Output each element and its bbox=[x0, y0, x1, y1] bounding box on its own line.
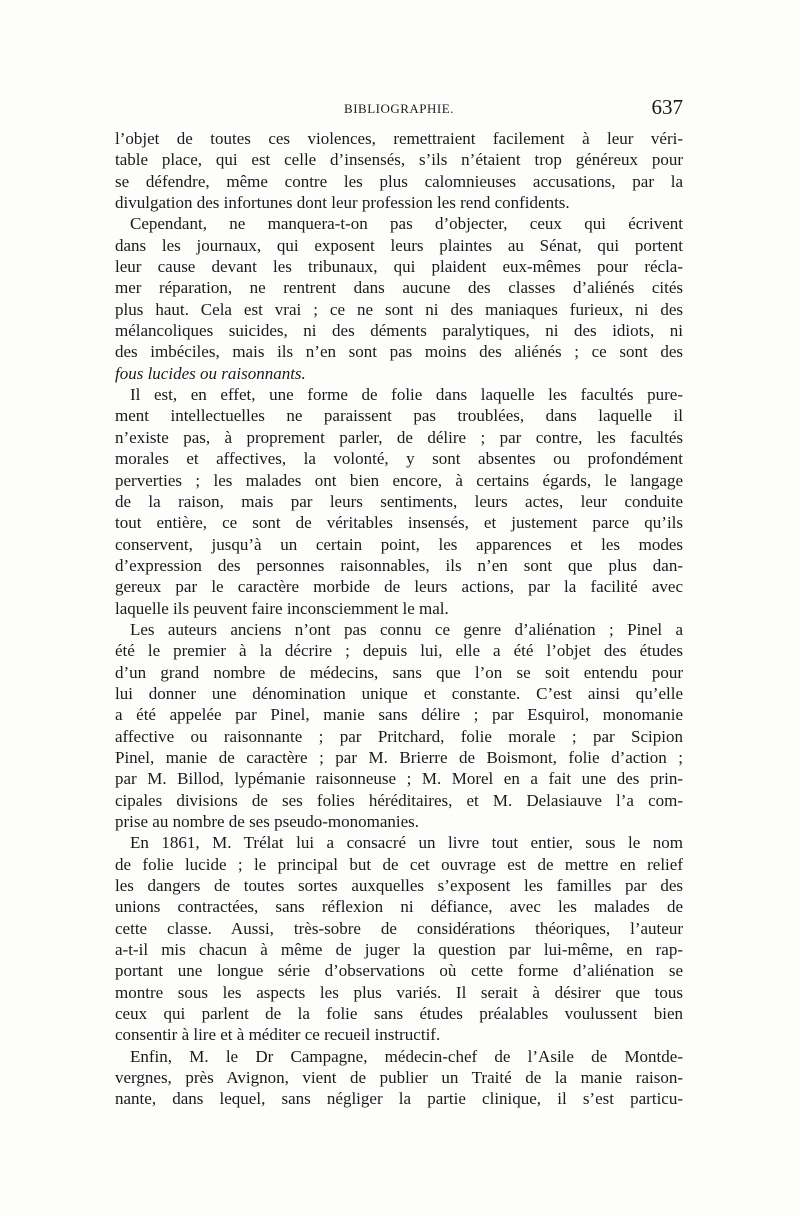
text-line: n’existe pas, à proprement parler, de délire ; par contre, les facultés bbox=[115, 427, 683, 447]
text-line: conservent, jusqu’à un certain point, les apparences et les modes bbox=[115, 534, 683, 554]
text-line: par M. Billod, lypémanie raisonneuse ; M. Morel en a fait une des prin- bbox=[115, 769, 683, 789]
text-line: morales et affectives, la volonté, y sont absentes ou profondément bbox=[115, 449, 683, 469]
text-line: mer réparation, ne rentrent dans aucune des classes d’aliénés cités bbox=[115, 278, 683, 298]
text-line: tout entière, ce sont de véritables insensés, et justement parce qu’ils bbox=[115, 513, 683, 533]
text-line: Cependant, ne manquera-t-on pas d’objecter, ceux qui écrivent bbox=[130, 214, 683, 234]
text-line: été le premier à la décrire ; depuis lui, elle a été l’objet des études bbox=[115, 641, 683, 661]
running-title: BIBLIOGRAPHIE. bbox=[344, 101, 454, 116]
text-line: divulgation des infortunes dont leur profession les rend confidents. bbox=[115, 193, 570, 213]
text-line: prise au nombre de ses pseudo-monomanies. bbox=[115, 812, 420, 831]
text-line: gereux par le caractère morbide de leurs actions, par la facilité avec bbox=[115, 577, 683, 597]
text-line: d’un grand nombre de médecins, sans que l’on se soit entendu pour bbox=[115, 662, 683, 682]
text-line: se défendre, même contre les plus calomnieuses accusations, par la bbox=[115, 171, 683, 191]
text-line: lui donner une dénomination unique et constante. C’est ainsi qu’elle bbox=[115, 683, 683, 703]
text-line: Les auteurs anciens n’ont pas connu ce genre d’aliénation ; Pinel a bbox=[130, 619, 683, 639]
running-header bbox=[115, 95, 683, 125]
text-line: plus haut. Cela est vrai ; ce ne sont ni des maniaques furieux, ni des bbox=[115, 299, 683, 319]
text-line: laquelle ils peuvent faire inconsciemment le mal. bbox=[115, 598, 449, 618]
text-line: mélancoliques suicides, ni des déments paralytiques, ni des idiots, ni bbox=[115, 321, 683, 341]
text-line: unions contractées, sans réflexion ni défiance, avec les malades de bbox=[115, 897, 683, 917]
text-line: l’objet de toutes ces violences, remettraient facilement à leur véri- bbox=[115, 129, 683, 148]
text-line: leur cause devant les tribunaux, qui plaident eux-mêmes pour récla- bbox=[115, 257, 683, 277]
paragraph-3 bbox=[115, 384, 683, 619]
body-text bbox=[115, 128, 683, 1110]
text-line: nante, dans lequel, sans négliger la partie clinique, il s’est particu- bbox=[115, 1089, 683, 1109]
text-line: cipales divisions de ses folies héréditaires, et M. Delasiauve l’a com- bbox=[115, 790, 683, 810]
paragraph-2 bbox=[115, 213, 683, 384]
paragraph-4 bbox=[115, 619, 683, 832]
page-number: 637 bbox=[651, 95, 683, 119]
text-line: vergnes, près Avignon, vient de publier un Traité de la manie raison- bbox=[115, 1068, 683, 1088]
text-line: affective ou raisonnante ; par Pritchard, folie morale ; par Scipion bbox=[115, 726, 683, 746]
text-line: consentir à lire et à méditer ce recueil instructif. bbox=[115, 1025, 441, 1045]
text-line: Enfin, M. le Dr Campagne, médecin-chef de l’Asile de Montde- bbox=[130, 1046, 683, 1066]
text-line: table place, qui est celle d’insensés, s’ils n’étaient trop généreux pour bbox=[115, 150, 683, 170]
text-line: les dangers de toutes sortes auxquelles s’exposent les familles par des bbox=[115, 876, 683, 896]
text-line: de la raison, mais par leurs sentiments, leurs actes, leur conduite bbox=[115, 491, 683, 511]
text-line: ment intellectuelles ne paraissent pas troublées, dans laquelle il bbox=[115, 406, 683, 426]
text-line: perverties ; les malades ont bien encore, à certains égards, le langage bbox=[115, 470, 683, 490]
text-line: cette classe. Aussi, très-sobre de considérations théoriques, l’auteur bbox=[115, 918, 683, 938]
text-line: a été appelée par Pinel, manie sans délire ; par Esquirol, monomanie bbox=[115, 705, 683, 725]
text-line: portant une longue série d’observations où cette forme d’aliénation se bbox=[115, 961, 683, 981]
paragraph-5 bbox=[115, 832, 683, 1045]
text-line: montre sous les aspects les plus variés. Il serait à désirer que tous bbox=[115, 982, 683, 1002]
text-line: a-t-il mis chacun à même de juger la question par lui-même, en rap- bbox=[115, 940, 683, 960]
text-line: Il est, en effet, une forme de folie dans laquelle les facultés pure- bbox=[130, 385, 683, 405]
paragraph-6 bbox=[115, 1046, 683, 1110]
text-line: d’expression des personnes raisonnables, ils n’en sont que plus dan- bbox=[115, 555, 683, 575]
text-line: Pinel, manie de caractère ; par M. Brierre de Boismont, folie d’action ; bbox=[115, 747, 683, 767]
text-line: dans les journaux, qui exposent leurs plaintes au Sénat, qui portent bbox=[115, 235, 683, 255]
text-line: ceux qui parlent de la folie sans études préalables voulussent bien bbox=[115, 1004, 683, 1024]
text-line: fous lucides ou raisonnants. bbox=[115, 363, 306, 383]
text-line: En 1861, M. Trélat lui a consacré un livre tout entier, sous le nom bbox=[130, 833, 683, 853]
text-line: de folie lucide ; le principal but de cet ouvrage est de mettre en relief bbox=[115, 854, 683, 874]
paragraph-1 bbox=[115, 128, 683, 213]
text-line: des imbéciles, mais ils n’en sont pas moins des aliénés ; ce sont des bbox=[115, 342, 683, 362]
